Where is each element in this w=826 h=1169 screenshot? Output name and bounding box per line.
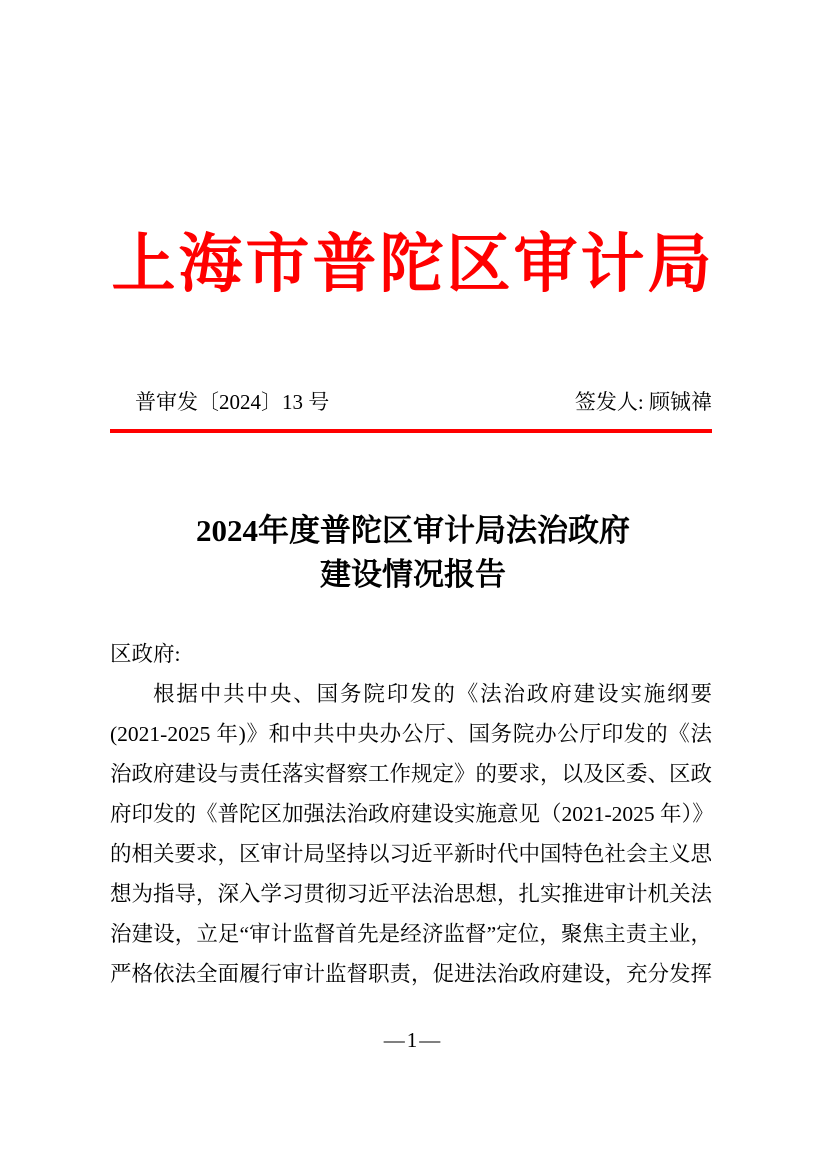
body-line: 治政府建设与责任落实督察工作规定》的要求，以及区委、区政 xyxy=(110,762,713,786)
body-line: 想为指导，深入学习贯彻习近平法治思想，扎实推进审计机关法 xyxy=(110,882,713,906)
document-number: 普审发〔2024〕13 号 xyxy=(135,390,330,414)
body-line: 的相关要求，区审计局坚持以习近平新时代中国特色社会主义思 xyxy=(110,842,713,866)
body-line: 严格依法全面履行审计监督职责，促进法治政府建设，充分发挥 xyxy=(110,962,713,986)
body-line: 府印发的《普陀区加强法治政府建设实施意见（2021-2025 年）》 xyxy=(110,802,714,826)
body-line: 根据中共中央、国务院印发的《法治政府建设实施纲要 xyxy=(153,682,712,706)
document-title-line1: 2024年度普陀区审计局法治政府 xyxy=(196,513,630,548)
document-title-line2: 建设情况报告 xyxy=(320,557,506,592)
body-line: 治建设，立足“审计监督首先是经济监督”定位，聚焦主责主业， xyxy=(110,922,712,946)
body-line: (2021-2025 年)》和中共中央办公厅、国务院办公厅印发的《法 xyxy=(110,722,712,746)
agency-letterhead-title: 上海市普陀区审计局 xyxy=(111,229,715,300)
signer-info: 签发人: 顾铖禕 xyxy=(574,390,712,414)
red-divider-line xyxy=(110,429,712,433)
salutation: 区政府: xyxy=(110,642,181,666)
document-body xyxy=(110,634,712,994)
document-title xyxy=(0,509,826,597)
page-number: —1— xyxy=(383,1028,443,1052)
docinfo-row xyxy=(110,387,712,419)
